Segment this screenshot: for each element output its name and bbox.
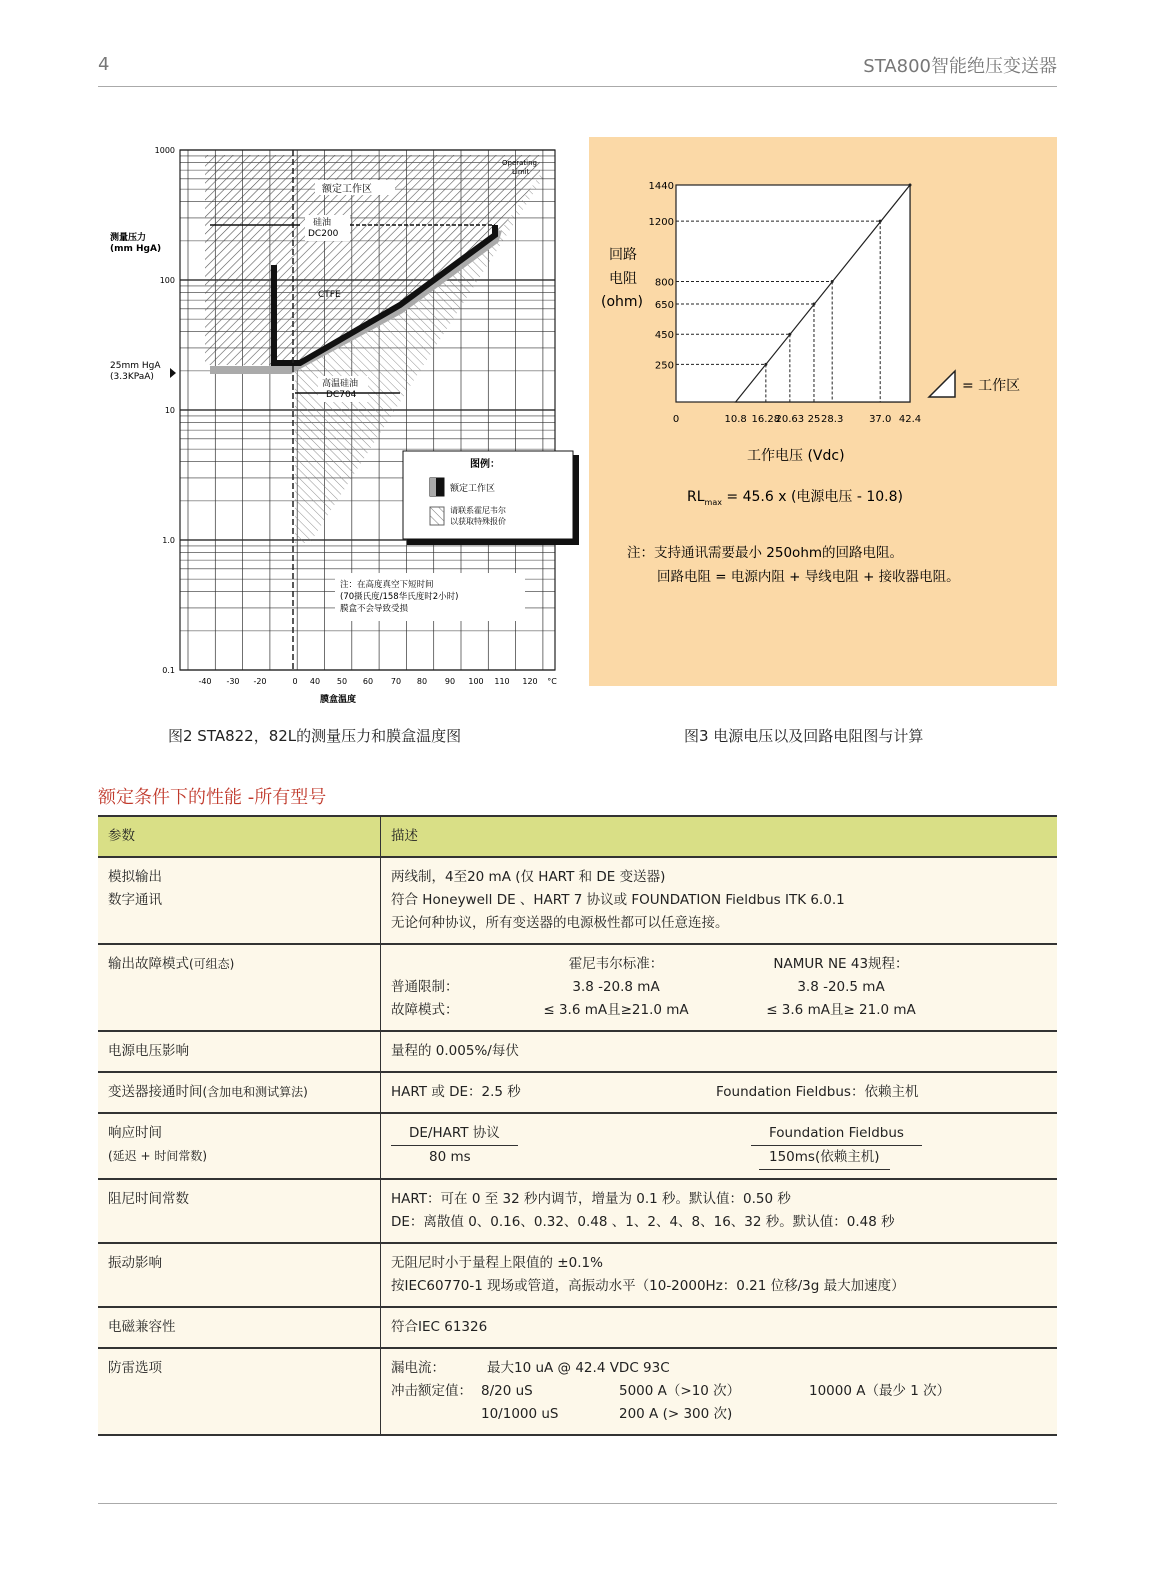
y-tick-label: 1200 xyxy=(648,217,674,229)
table-header xyxy=(98,816,1057,857)
x-tick-label: 37.0 xyxy=(869,414,892,425)
table-row xyxy=(98,1348,1057,1435)
y-marker-label: 25mm HgA (3.3KPaA) xyxy=(110,361,161,382)
param-response-time-note: (延迟 + 时间常数) xyxy=(108,1149,208,1163)
honeywell-standard-label: 霍尼韦尔标准： xyxy=(568,956,664,972)
desc-line: 符合 Honeywell DE 、HART 7 协议或 FOUNDATION Fieldbus ITK 6.0.1 xyxy=(391,892,845,908)
param-failure-mode: 输出故障模式 xyxy=(108,956,189,972)
y-axis-title: 回路电阻(ohm) xyxy=(601,247,643,310)
x-tick-label: 40 xyxy=(309,677,321,686)
x-tick-label: 80 xyxy=(416,677,428,686)
y-tick-labels xyxy=(649,181,674,371)
x-tick-label: 0 xyxy=(292,677,298,686)
data-point xyxy=(831,280,834,283)
label-high-temp-dc704: 高温硅油 DC704 xyxy=(322,379,359,400)
x-tick-label: 25 xyxy=(807,414,821,425)
x-tick-label: 120 xyxy=(522,677,538,686)
normal-limit-label: 普通限制： xyxy=(391,979,459,995)
param-damping: 阻尼时间常数 xyxy=(98,1179,381,1243)
x-tick-label: 60 xyxy=(362,677,374,686)
chart-note: 注：在高度真空下短时间(70摄氏度/158华氏度时2小时)膜盒不会导致受损 xyxy=(340,580,459,614)
desc-line: 无论何种协议，所有变送器的电源极性都可以任意连接。 xyxy=(391,915,729,931)
namur-label: NAMUR NE 43规程： xyxy=(773,956,909,972)
legend-consult: 请联系霍尼韦尔以获取特殊报价 xyxy=(450,506,506,526)
page-number: 4 xyxy=(98,54,110,75)
loop-resistance-panel xyxy=(589,137,1057,686)
x-tick-label: -20 xyxy=(253,677,267,686)
failure-mode-label: 故障模式： xyxy=(391,1002,459,1018)
table-row xyxy=(98,1072,1057,1113)
y-tick-label: 1440 xyxy=(648,181,674,192)
desc-line: 无阻尼时小于量程上限值的 ±0.1% xyxy=(391,1255,603,1271)
desc-line: HART：可在 0 至 32 秒内调节，增量为 0.1 秒。默认值：0.50 秒 xyxy=(391,1191,791,1207)
param-analog-output: 模拟输出 xyxy=(108,869,162,885)
x-tick-label: 100 xyxy=(468,677,484,686)
param-turn-on-time-note: (含加电和测试算法) xyxy=(202,1085,308,1099)
y-tick-label: 1000 xyxy=(154,146,175,155)
honeywell-failure-value: ≤ 3.6 mA且≥21.0 mA xyxy=(543,1002,689,1018)
surge-200a: 200 A (> 300 次) xyxy=(619,1406,733,1422)
loop-resistance-chart xyxy=(589,137,1057,686)
label-ctfe: CTFE xyxy=(318,290,341,300)
data-point xyxy=(788,333,791,336)
surge-label: 冲击额定值： xyxy=(391,1383,472,1399)
y-axis-title: 测量压力(mm HgA) xyxy=(110,233,162,254)
surge-10-1000: 10/1000 uS xyxy=(481,1406,559,1422)
desc-line: 两线制，4至20 mA (仅 HART 和 DE 变送器) xyxy=(391,869,666,885)
table-row xyxy=(98,1307,1057,1348)
x-tick-labels xyxy=(673,414,921,425)
y-tick-label: 100 xyxy=(159,276,175,285)
response-hart-value: 80 ms xyxy=(429,1149,471,1165)
figure3-caption: 图3 电源电压以及回路电阻图与计算 xyxy=(684,727,924,745)
performance-table xyxy=(98,815,1057,1436)
y-tick-label: 250 xyxy=(654,360,674,372)
x-tick-label: 50 xyxy=(336,677,348,686)
x-axis-title: 工作电压 (Vdc) xyxy=(747,448,845,464)
pressure-temperature-chart xyxy=(100,135,585,715)
turn-on-fieldbus: Foundation Fieldbus：依赖主机 xyxy=(716,1084,919,1100)
table-row xyxy=(98,857,1057,944)
figure2-caption: 图2 STA822，82L的测量压力和膜盒温度图 xyxy=(168,727,462,745)
param-supply-voltage-effect: 电源电压影响 xyxy=(98,1031,381,1072)
desc-line: DE：离散值 0、0.16、0.32、0.48 、1、2、4、8、16、32 秒。默认值：0.48 秒 xyxy=(391,1214,895,1230)
leakage-label: 漏电流： xyxy=(391,1360,445,1376)
header-parameter: 参数 xyxy=(98,816,381,857)
data-point xyxy=(764,363,767,366)
table-row xyxy=(98,1243,1057,1307)
section-title: 额定条件下的性能 -所有型号 xyxy=(98,787,327,808)
x-tick-label: 0 xyxy=(672,414,680,425)
surge-10000a: 10000 A（最少 1 次） xyxy=(809,1383,951,1399)
x-tick-label: 20.63 xyxy=(775,414,805,425)
header-description: 描述 xyxy=(381,816,1058,857)
document-title: STA800智能绝压变送器 xyxy=(863,56,1057,77)
header-rule xyxy=(98,86,1057,87)
response-fieldbus-value: 150ms(依赖主机) xyxy=(759,1146,890,1170)
x-tick-label: °C xyxy=(547,677,557,686)
y-tick-label: 10 xyxy=(164,406,175,415)
surge-5000a: 5000 A（>10 次） xyxy=(619,1383,741,1399)
table-row xyxy=(98,1031,1057,1072)
desc-supply-voltage-effect: 量程的 0.005%/每伏 xyxy=(381,1031,1058,1072)
desc-line: 按IEC60770-1 现场或管道，高振动水平（10-2000Hz：0.21 位移/3g 最大加速度） xyxy=(391,1278,905,1294)
x-axis-title: 膜盒温度 xyxy=(320,695,357,705)
label-operating-limit: Operating Limit xyxy=(502,159,537,176)
footer-rule xyxy=(98,1503,1057,1504)
label-silicone-dc200: 硅油 DC200 xyxy=(308,218,339,239)
label-rated-area: 额定工作区 xyxy=(322,184,372,195)
y-tick-label: 650 xyxy=(654,300,674,312)
x-tick-label: 90 xyxy=(444,677,456,686)
surge-8-20: 8/20 uS xyxy=(481,1383,533,1399)
y-tick-labels xyxy=(155,146,175,675)
param-response-time: 响应时间 xyxy=(108,1125,162,1141)
x-tick-labels xyxy=(198,677,557,686)
y-tick-label: 450 xyxy=(654,330,674,342)
y-tick-label: 0.1 xyxy=(162,666,175,675)
data-point xyxy=(879,220,882,223)
marker-arrow xyxy=(170,368,176,378)
y-tick-label: 800 xyxy=(654,277,674,289)
note-line-1: 注：支持通讯需要最小 250ohm的回路电阻。 xyxy=(627,545,904,561)
x-tick-label: -30 xyxy=(226,677,240,686)
x-tick-label: 42.4 xyxy=(898,414,922,425)
leakage-value: 最大10 uA @ 42.4 VDC 93C xyxy=(487,1360,670,1376)
x-tick-label: 16.28 xyxy=(751,414,781,425)
param-failure-mode-note: (可组态) xyxy=(189,957,235,971)
legend-title: 图例： xyxy=(470,459,500,470)
turn-on-hart-de: HART 或 DE：2.5 秒 xyxy=(391,1084,521,1100)
note-line-2: 回路电阻 = 电源内阻 + 导线电阻 + 接收器电阻。 xyxy=(657,569,960,585)
x-tick-label: 110 xyxy=(494,677,510,686)
desc-emc: 符合IEC 61326 xyxy=(381,1307,1058,1348)
x-tick-label: -40 xyxy=(198,677,212,686)
work-area-legend: = 工作区 xyxy=(962,378,1021,394)
param-emc: 电磁兼容性 xyxy=(98,1307,381,1348)
x-tick-label: 28.3 xyxy=(821,414,844,425)
table-row xyxy=(98,1179,1057,1243)
param-turn-on-time: 变送器接通时间 xyxy=(108,1084,203,1100)
data-point xyxy=(812,303,815,306)
legend-rated: 额定工作区 xyxy=(450,484,496,494)
x-tick-label: 70 xyxy=(390,677,402,686)
table-row xyxy=(98,1113,1057,1179)
param-digital-comm: 数字通讯 xyxy=(108,892,162,908)
honeywell-normal-limit: 3.8 -20.8 mA xyxy=(572,979,660,995)
response-hart-label: DE/HART 协议 xyxy=(391,1122,518,1146)
y-tick-label: 1.0 xyxy=(162,536,175,545)
param-lightning: 防雷选项 xyxy=(98,1348,381,1435)
formula: $RL_{max} = 45.6$ x (电源电压 - 10.8) xyxy=(687,489,904,507)
namur-failure-value: ≤ 3.6 mA且≥ 21.0 mA xyxy=(766,1002,916,1018)
response-fieldbus-label: Foundation Fieldbus xyxy=(751,1122,922,1146)
param-vibration: 振动影响 xyxy=(98,1243,381,1307)
table-row xyxy=(98,944,1057,1031)
x-tick-label: 10.8 xyxy=(724,414,747,425)
namur-normal-limit: 3.8 -20.5 mA xyxy=(797,979,885,995)
data-point xyxy=(909,184,912,187)
work-area-legend-icon xyxy=(929,371,955,397)
